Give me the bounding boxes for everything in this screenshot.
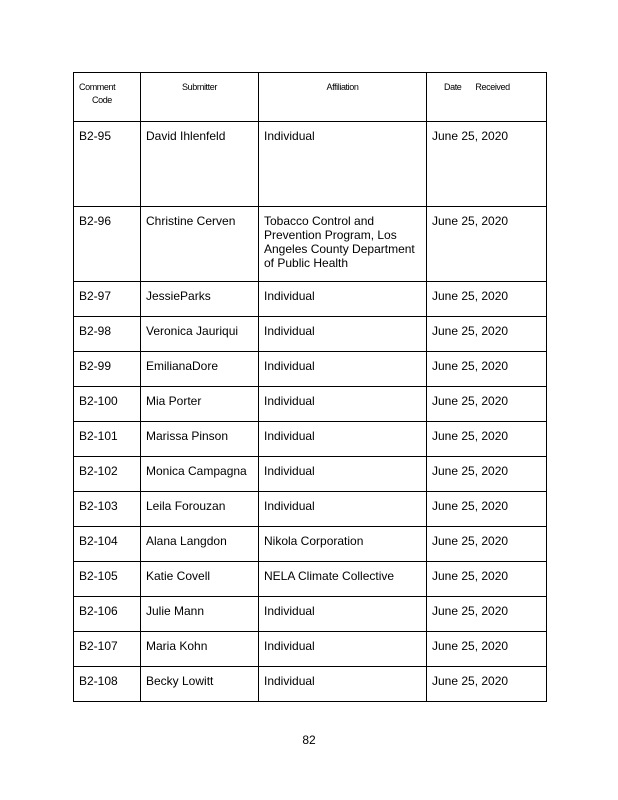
header-comment-code <box>74 73 141 122</box>
comment-code-cell: B2-105 <box>74 562 141 597</box>
affiliation-cell: NELA Climate Collective <box>259 562 427 597</box>
comment-code-cell: B2-95 <box>74 122 141 207</box>
affiliation-cell: Individual <box>259 667 427 702</box>
header-date-label: Date <box>444 82 462 92</box>
date-received-cell: June 25, 2020 <box>427 122 547 207</box>
affiliation-cell: Individual <box>259 422 427 457</box>
submitter-cell: JessieParks <box>141 282 259 317</box>
date-received-cell: June 25, 2020 <box>427 457 547 492</box>
date-received-cell: June 25, 2020 <box>427 387 547 422</box>
affiliation-cell: Individual <box>259 122 427 207</box>
table-row <box>74 352 547 387</box>
comment-code-cell: B2-99 <box>74 352 141 387</box>
table-row <box>74 317 547 352</box>
date-received-cell: June 25, 2020 <box>427 597 547 632</box>
submitter-cell: Marissa Pinson <box>141 422 259 457</box>
submitter-cell: Katie Covell <box>141 562 259 597</box>
submitter-cell: Veronica Jauriqui <box>141 317 259 352</box>
date-received-cell: June 25, 2020 <box>427 492 547 527</box>
table-row <box>74 457 547 492</box>
comment-code-cell: B2-98 <box>74 317 141 352</box>
table-row <box>74 207 547 282</box>
date-received-cell: June 25, 2020 <box>427 352 547 387</box>
header-date-received <box>427 73 547 122</box>
table-row <box>74 562 547 597</box>
affiliation-cell: Individual <box>259 352 427 387</box>
comment-code-cell: B2-102 <box>74 457 141 492</box>
affiliation-cell: Individual <box>259 282 427 317</box>
table-row <box>74 667 547 702</box>
date-received-cell: June 25, 2020 <box>427 422 547 457</box>
table-row <box>74 122 547 207</box>
table-row <box>74 282 547 317</box>
submitter-cell: Becky Lowitt <box>141 667 259 702</box>
page-number: 82 <box>302 733 316 747</box>
submitter-cell: Christine Cerven <box>141 207 259 282</box>
submitter-cell: Maria Kohn <box>141 632 259 667</box>
affiliation-cell: Tobacco Control and Prevention Program, Los Angeles County Department of Public Health <box>259 207 427 282</box>
comment-code-cell: B2-108 <box>74 667 141 702</box>
header-row <box>74 73 547 122</box>
date-received-cell: June 25, 2020 <box>427 282 547 317</box>
submitter-cell: EmilianaDore <box>141 352 259 387</box>
date-received-cell: June 25, 2020 <box>427 527 547 562</box>
date-received-cell: June 25, 2020 <box>427 317 547 352</box>
table-row <box>74 632 547 667</box>
table-row <box>74 492 547 527</box>
comment-code-cell: B2-106 <box>74 597 141 632</box>
affiliation-cell: Individual <box>259 317 427 352</box>
comments-table <box>73 72 547 702</box>
affiliation-cell: Nikola Corporation <box>259 527 427 562</box>
submitter-cell: Julie Mann <box>141 597 259 632</box>
table-row <box>74 527 547 562</box>
comment-code-cell: B2-96 <box>74 207 141 282</box>
comment-code-cell: B2-107 <box>74 632 141 667</box>
submitter-cell: David Ihlenfeld <box>141 122 259 207</box>
submitter-cell: Mia Porter <box>141 387 259 422</box>
table-header <box>74 73 547 122</box>
table-row <box>74 597 547 632</box>
comment-code-cell: B2-101 <box>74 422 141 457</box>
date-received-cell: June 25, 2020 <box>427 562 547 597</box>
header-received-label: Received <box>475 82 510 92</box>
comment-code-cell: B2-103 <box>74 492 141 527</box>
submitter-cell: Monica Campagna <box>141 457 259 492</box>
comment-code-cell: B2-100 <box>74 387 141 422</box>
submitter-cell: Alana Langdon <box>141 527 259 562</box>
comment-code-cell: B2-104 <box>74 527 141 562</box>
affiliation-cell: Individual <box>259 597 427 632</box>
table-body <box>74 122 547 702</box>
affiliation-cell: Individual <box>259 457 427 492</box>
header-submitter: Submitter <box>141 73 259 122</box>
table-row <box>74 422 547 457</box>
affiliation-cell: Individual <box>259 387 427 422</box>
header-affiliation: Affiliation <box>259 73 427 122</box>
comment-code-cell: B2-97 <box>74 282 141 317</box>
table-row <box>74 387 547 422</box>
date-received-cell: June 25, 2020 <box>427 207 547 282</box>
date-received-cell: June 25, 2020 <box>427 632 547 667</box>
affiliation-cell: Individual <box>259 632 427 667</box>
date-received-cell: June 25, 2020 <box>427 667 547 702</box>
affiliation-cell: Individual <box>259 492 427 527</box>
header-code-label: Code <box>92 95 112 105</box>
submitter-cell: Leila Forouzan <box>141 492 259 527</box>
header-comment-label: Comment <box>79 82 116 92</box>
